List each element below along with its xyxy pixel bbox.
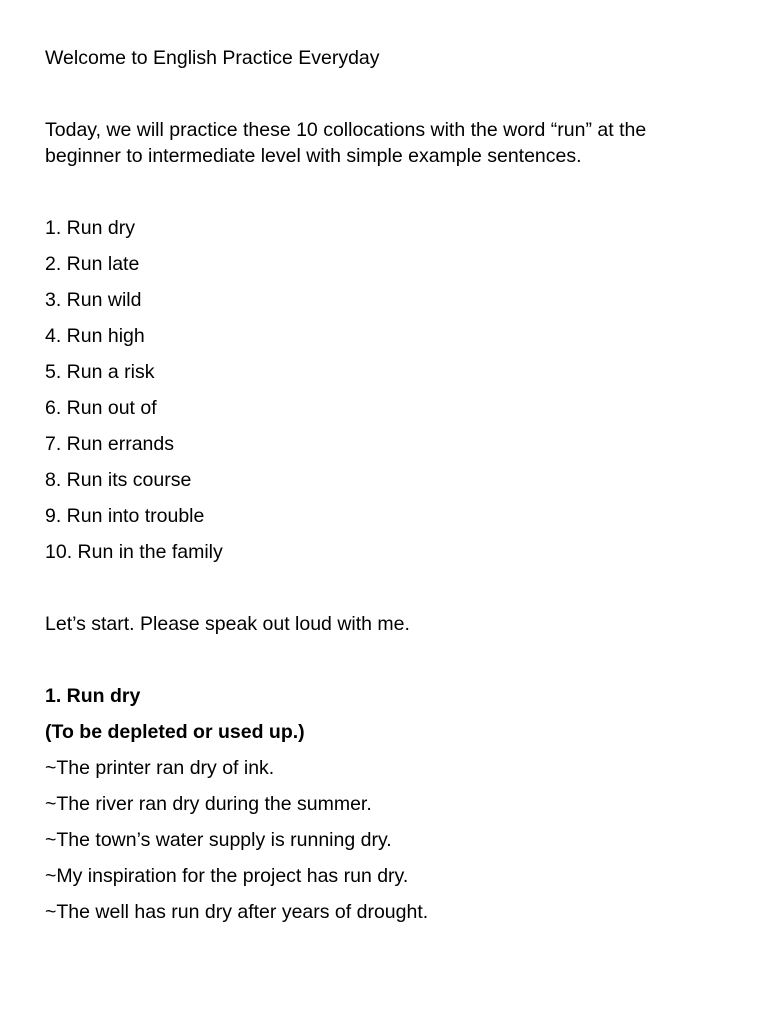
welcome-line: Welcome to English Practice Everyday	[45, 47, 380, 69]
list-item: 3. Run wild	[45, 289, 142, 311]
section-definition: (To be depleted or used up.)	[45, 721, 305, 743]
intro-paragraph: Today, we will practice these 10 collocations with the word “run” at the beginner to intermediate level with simple example sentences.	[45, 119, 647, 167]
example-sentence: ~The printer ran dry of ink.	[45, 757, 275, 779]
list-item: 4. Run high	[45, 325, 145, 347]
list-item: 1. Run dry	[45, 217, 135, 239]
example-sentence: ~The river ran dry during the summer.	[45, 793, 372, 815]
list-item: 5. Run a risk	[45, 361, 155, 383]
example-sentence: ~My inspiration for the project has run dry.	[45, 865, 409, 887]
list-item: 10. Run in the family	[45, 541, 223, 563]
list-item: 8. Run its course	[45, 469, 192, 491]
list-item: 6. Run out of	[45, 397, 157, 419]
section-heading: 1. Run dry	[45, 685, 141, 707]
list-item: 7. Run errands	[45, 433, 174, 455]
example-sentence: ~The well has run dry after years of drought.	[45, 901, 429, 923]
list-item: 2. Run late	[45, 253, 140, 275]
example-sentence: ~The town’s water supply is running dry.	[45, 829, 392, 851]
start-line: Let’s start. Please speak out loud with me.	[45, 613, 410, 635]
list-item: 9. Run into trouble	[45, 505, 205, 527]
